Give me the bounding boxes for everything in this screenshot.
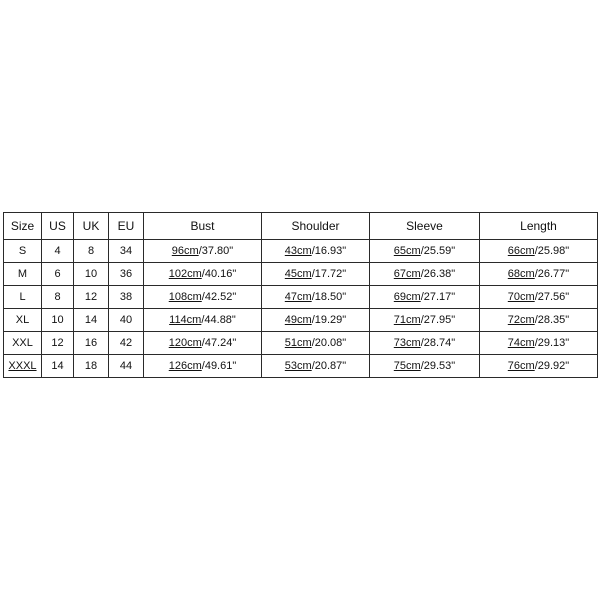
cell-length [480,309,598,332]
cell-length [480,286,598,309]
cell-eu: 44 [109,355,144,378]
cell-bust [144,332,262,355]
bust-cm: 102cm [168,268,202,280]
cell-size: XXL [4,332,42,355]
shoulder-in: /17.72" [311,268,347,280]
bust-in: /44.88" [201,314,236,326]
sleeve-cm: 75cm [393,360,421,372]
sleeve-cm: 65cm [393,245,421,257]
cell-shoulder [262,286,370,309]
cell-eu: 40 [109,309,144,332]
cell-length [480,263,598,286]
length-cm: 70cm [507,291,535,303]
cell-eu: 34 [109,240,144,263]
table-header-row [4,213,598,240]
cell-eu: 38 [109,286,144,309]
sleeve-cm: 71cm [393,314,421,326]
cell-size: L [4,286,42,309]
cell-size: XL [4,309,42,332]
shoulder-cm: 49cm [284,314,312,326]
sleeve-in: /29.53" [420,360,456,372]
cell-us: 10 [42,309,74,332]
shoulder-cm: 43cm [284,245,312,257]
bust-cm: 126cm [168,360,202,372]
cell-sleeve [370,355,480,378]
cell-uk: 10 [74,263,109,286]
bust-cm: 108cm [168,291,202,303]
bust-in: /47.24" [201,337,237,349]
table-row [4,263,598,286]
cell-uk: 18 [74,355,109,378]
header-sleeve: Sleeve [370,213,480,240]
sleeve-cm: 67cm [393,268,421,280]
sleeve-in: /27.17" [420,291,456,303]
length-in: /27.56" [534,291,570,303]
cell-size: M [4,263,42,286]
length-in: /28.35" [534,314,570,326]
cell-length [480,332,598,355]
cell-sleeve [370,286,480,309]
cell-uk: 8 [74,240,109,263]
length-in: /29.92" [534,360,570,372]
cell-size: S [4,240,42,263]
cell-uk: 12 [74,286,109,309]
cell-shoulder [262,309,370,332]
table-row [4,332,598,355]
length-in: /29.13" [534,337,570,349]
cell-us: 8 [42,286,74,309]
cell-sleeve [370,332,480,355]
shoulder-in: /19.29" [311,314,347,326]
sleeve-in: /27.95" [420,314,456,326]
bust-cm: 114cm [169,314,202,326]
sleeve-cm: 73cm [393,337,421,349]
shoulder-cm: 53cm [284,360,312,372]
cell-shoulder [262,263,370,286]
bust-cm: 120cm [168,337,202,349]
shoulder-in: /20.08" [311,337,347,349]
cell-bust [144,263,262,286]
cell-us: 12 [42,332,74,355]
cell-uk: 14 [74,309,109,332]
cell-size [4,355,42,378]
length-cm: 68cm [507,268,535,280]
cell-bust [144,309,262,332]
header-length: Length [480,213,598,240]
length-cm: 76cm [507,360,535,372]
header-eu: EU [109,213,144,240]
cell-length [480,355,598,378]
size-chart-table [3,212,598,378]
header-bust: Bust [144,213,262,240]
length-cm: 66cm [507,245,535,257]
cell-us: 6 [42,263,74,286]
sleeve-in: /28.74" [420,337,456,349]
header-uk: UK [74,213,109,240]
header-shoulder: Shoulder [262,213,370,240]
cell-us: 14 [42,355,74,378]
header-size: Size [4,213,42,240]
shoulder-cm: 47cm [284,291,312,303]
table-row [4,355,598,378]
table-row [4,286,598,309]
size-label: XXXL [8,360,37,372]
cell-shoulder [262,355,370,378]
cell-eu: 42 [109,332,144,355]
cell-uk: 16 [74,332,109,355]
cell-length [480,240,598,263]
table-row [4,309,598,332]
cell-eu: 36 [109,263,144,286]
bust-in: /37.80" [198,245,234,257]
cell-sleeve [370,240,480,263]
cell-shoulder [262,240,370,263]
sleeve-cm: 69cm [393,291,421,303]
shoulder-in: /16.93" [311,245,347,257]
table-row [4,240,598,263]
header-us: US [42,213,74,240]
cell-bust [144,240,262,263]
bust-in: /42.52" [201,291,237,303]
cell-shoulder [262,332,370,355]
cell-bust [144,355,262,378]
length-cm: 74cm [507,337,535,349]
sleeve-in: /25.59" [420,245,456,257]
shoulder-in: /18.50" [311,291,347,303]
length-in: /26.77" [534,268,570,280]
bust-in: /49.61" [201,360,237,372]
cell-sleeve [370,309,480,332]
cell-us: 4 [42,240,74,263]
cell-bust [144,286,262,309]
shoulder-in: /20.87" [311,360,347,372]
bust-in: /40.16" [201,268,237,280]
cell-sleeve [370,263,480,286]
bust-cm: 96cm [171,245,199,257]
shoulder-cm: 51cm [284,337,312,349]
shoulder-cm: 45cm [284,268,312,280]
length-in: /25.98" [534,245,570,257]
length-cm: 72cm [507,314,535,326]
sleeve-in: /26.38" [420,268,456,280]
